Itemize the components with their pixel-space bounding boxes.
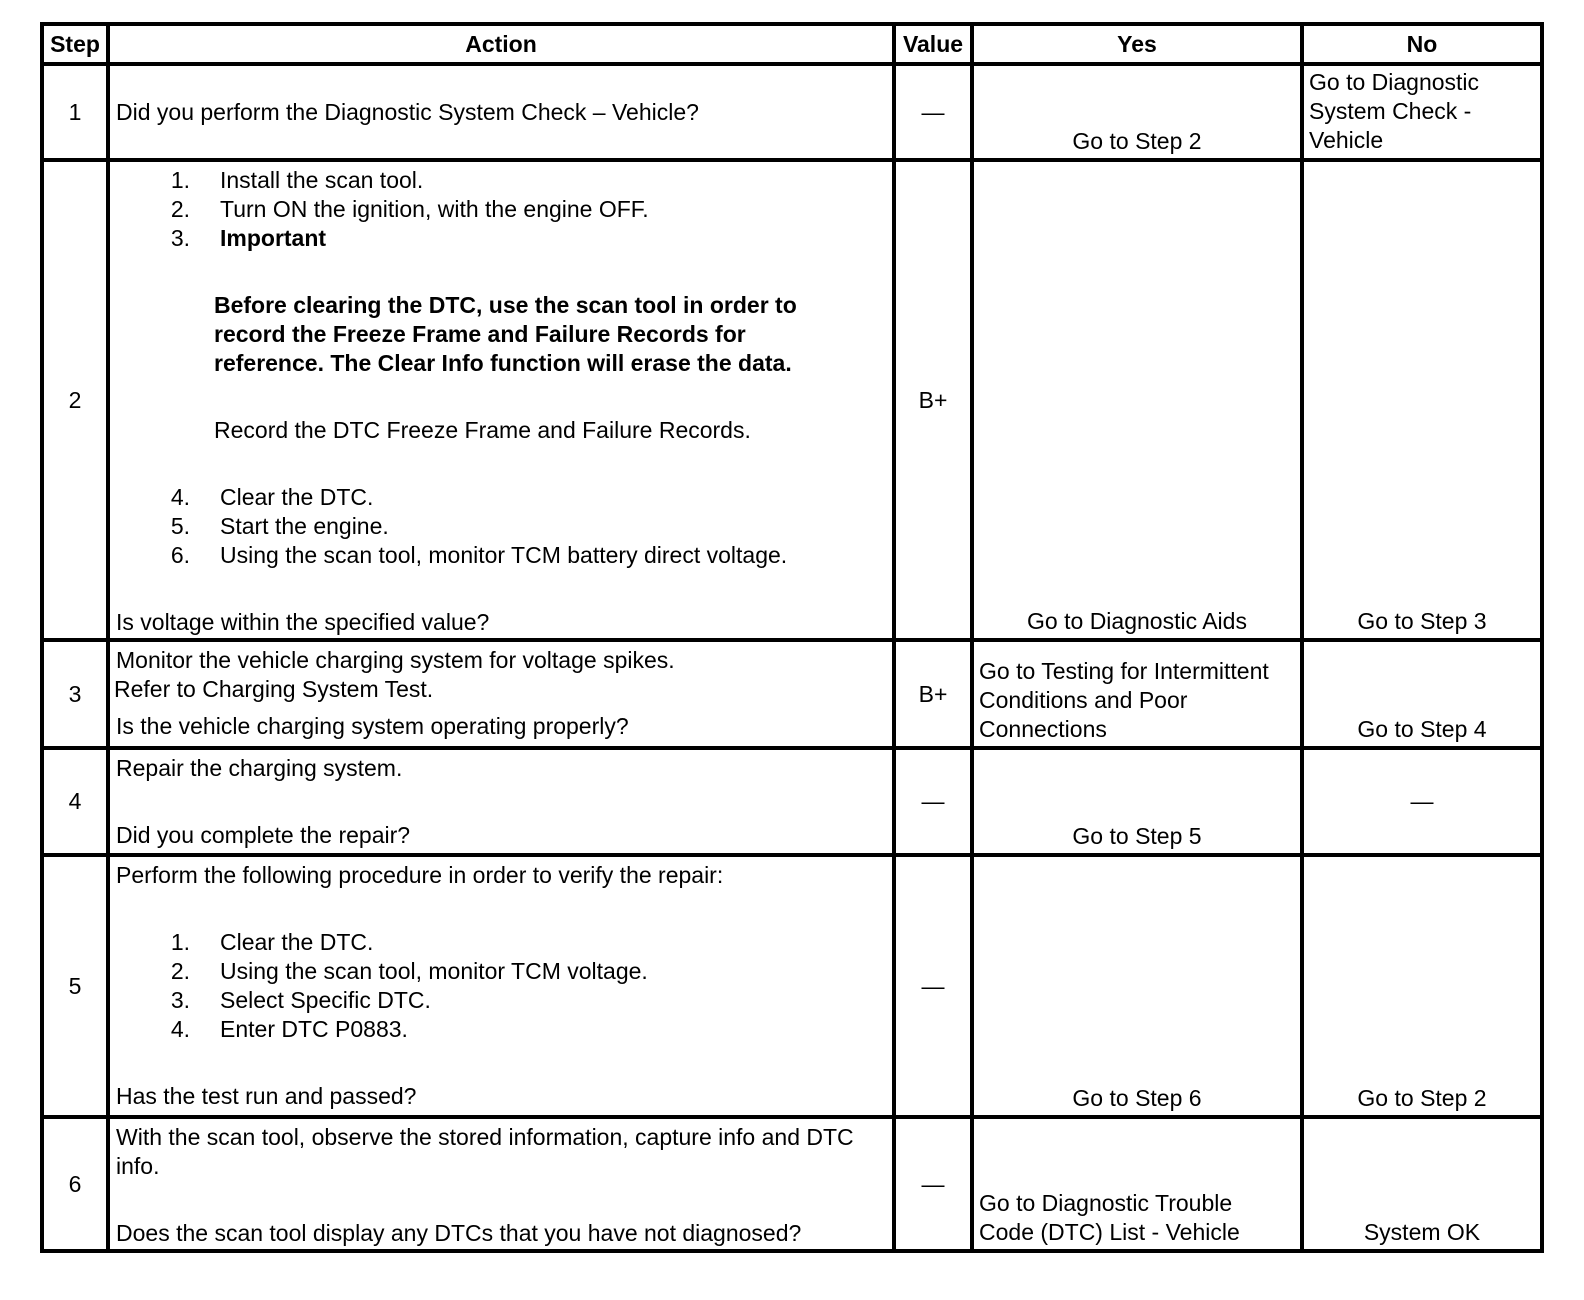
list-item: 4. Clear the DTC.	[170, 484, 374, 510]
no-cell	[1302, 640, 1542, 748]
table-row	[42, 64, 1542, 160]
question-text: Does the scan tool display any DTCs that you have not diagnosed?	[116, 1220, 802, 1246]
header-yes: Yes	[972, 24, 1302, 64]
procedure-list	[116, 166, 886, 253]
yes-link[interactable]: Go to Diagnostic Trouble Code (DTC) List - Vehicle	[979, 1190, 1240, 1245]
question-text: Is voltage within the specified value?	[116, 609, 490, 635]
table-row	[42, 160, 1542, 640]
value-cell: B+	[894, 160, 972, 640]
table-row	[42, 748, 1542, 855]
list-item: 2. Using the scan tool, monitor TCM voltage.	[170, 958, 648, 984]
action-text: Monitor the vehicle charging system for voltage spikes.	[116, 647, 675, 673]
action-cell	[108, 855, 894, 1117]
step-number: 5	[42, 855, 108, 1117]
no-link[interactable]: Go to Step 4	[1357, 716, 1487, 742]
list-item: 6. Using the scan tool, monitor TCM battery direct voltage.	[170, 542, 788, 568]
no-result: System OK	[1363, 1219, 1481, 1245]
yes-link[interactable]: Go to Step 2	[1072, 128, 1202, 154]
important-note: Before clearing the DTC, use the scan tool in order to record the Freeze Frame and Failure Records for reference. The Clear Info function will erase the data.	[214, 292, 797, 376]
action-text: Did you perform the Diagnostic System Check – Vehicle?	[116, 98, 699, 125]
question-text: Has the test run and passed?	[116, 1083, 417, 1109]
action-text: Perform the following procedure in order to verify the repair:	[116, 862, 724, 888]
value-cell: —	[894, 855, 972, 1117]
yes-cell	[972, 855, 1302, 1117]
no-cell	[1302, 1117, 1542, 1251]
no-link[interactable]: Go to Diagnostic System Check - Vehicle	[1309, 69, 1480, 153]
value-cell: —	[894, 748, 972, 855]
yes-cell	[972, 640, 1302, 748]
action-text: Repair the charging system.	[116, 755, 403, 781]
yes-link[interactable]: Go to Step 6	[1072, 1085, 1202, 1111]
question-text: Did you complete the repair?	[116, 822, 411, 848]
diagnostic-table-container	[40, 22, 1544, 1253]
list-item: 3. Important	[116, 224, 886, 253]
no-cell	[1302, 160, 1542, 640]
header-row	[42, 24, 1542, 64]
no-cell	[1302, 64, 1542, 160]
no-link[interactable]: Go to Step 2	[1357, 1085, 1487, 1111]
yes-link[interactable]: Go to Step 5	[1072, 823, 1202, 849]
yes-cell	[972, 1117, 1302, 1251]
value-cell: B+	[894, 640, 972, 748]
header-no: No	[1302, 24, 1542, 64]
list-item: 5. Start the engine.	[170, 513, 389, 539]
action-cell	[108, 1117, 894, 1251]
value-cell: —	[894, 64, 972, 160]
procedure-list	[116, 483, 886, 570]
diagnostic-table	[40, 22, 1544, 1253]
value-cell: —	[894, 1117, 972, 1251]
yes-cell	[972, 64, 1302, 160]
list-item: 4. Enter DTC P0883.	[170, 1016, 408, 1042]
list-item: 1. Install the scan tool.	[170, 167, 424, 193]
yes-cell	[972, 748, 1302, 855]
action-cell	[108, 748, 894, 855]
header-action: Action	[108, 24, 894, 64]
action-cell	[108, 640, 894, 748]
action-text: With the scan tool, observe the stored information, capture info and DTC info.	[116, 1124, 854, 1179]
table-row	[42, 640, 1542, 748]
yes-link[interactable]: Go to Diagnostic Aids	[1027, 608, 1247, 634]
table-row	[42, 1117, 1542, 1251]
question-text: Is the vehicle charging system operating properly?	[116, 713, 629, 739]
no-cell: —	[1302, 748, 1542, 855]
step-number: 4	[42, 748, 108, 855]
action-cell	[108, 64, 894, 160]
action-cell	[108, 160, 894, 640]
step-number: 6	[42, 1117, 108, 1251]
procedure-list	[116, 928, 886, 1044]
record-instruction: Record the DTC Freeze Frame and Failure Records.	[214, 417, 751, 443]
list-item: 2. Turn ON the ignition, with the engine OFF.	[170, 196, 649, 222]
step-number: 3	[42, 640, 108, 748]
list-item: 1. Clear the DTC.	[170, 929, 374, 955]
step-number: 1	[42, 64, 108, 160]
header-value: Value	[894, 24, 972, 64]
yes-link[interactable]: Go to Testing for Intermittent Conditions and Poor Connections	[979, 658, 1269, 742]
reference-text: Refer to Charging System Test.	[114, 676, 434, 702]
list-item: 3. Select Specific DTC.	[170, 987, 431, 1013]
no-cell	[1302, 855, 1542, 1117]
table-row	[42, 855, 1542, 1117]
important-label: Important	[220, 225, 327, 251]
step-number: 2	[42, 160, 108, 640]
header-step: Step	[42, 24, 108, 64]
no-link[interactable]: Go to Step 3	[1357, 608, 1487, 634]
yes-cell	[972, 160, 1302, 640]
